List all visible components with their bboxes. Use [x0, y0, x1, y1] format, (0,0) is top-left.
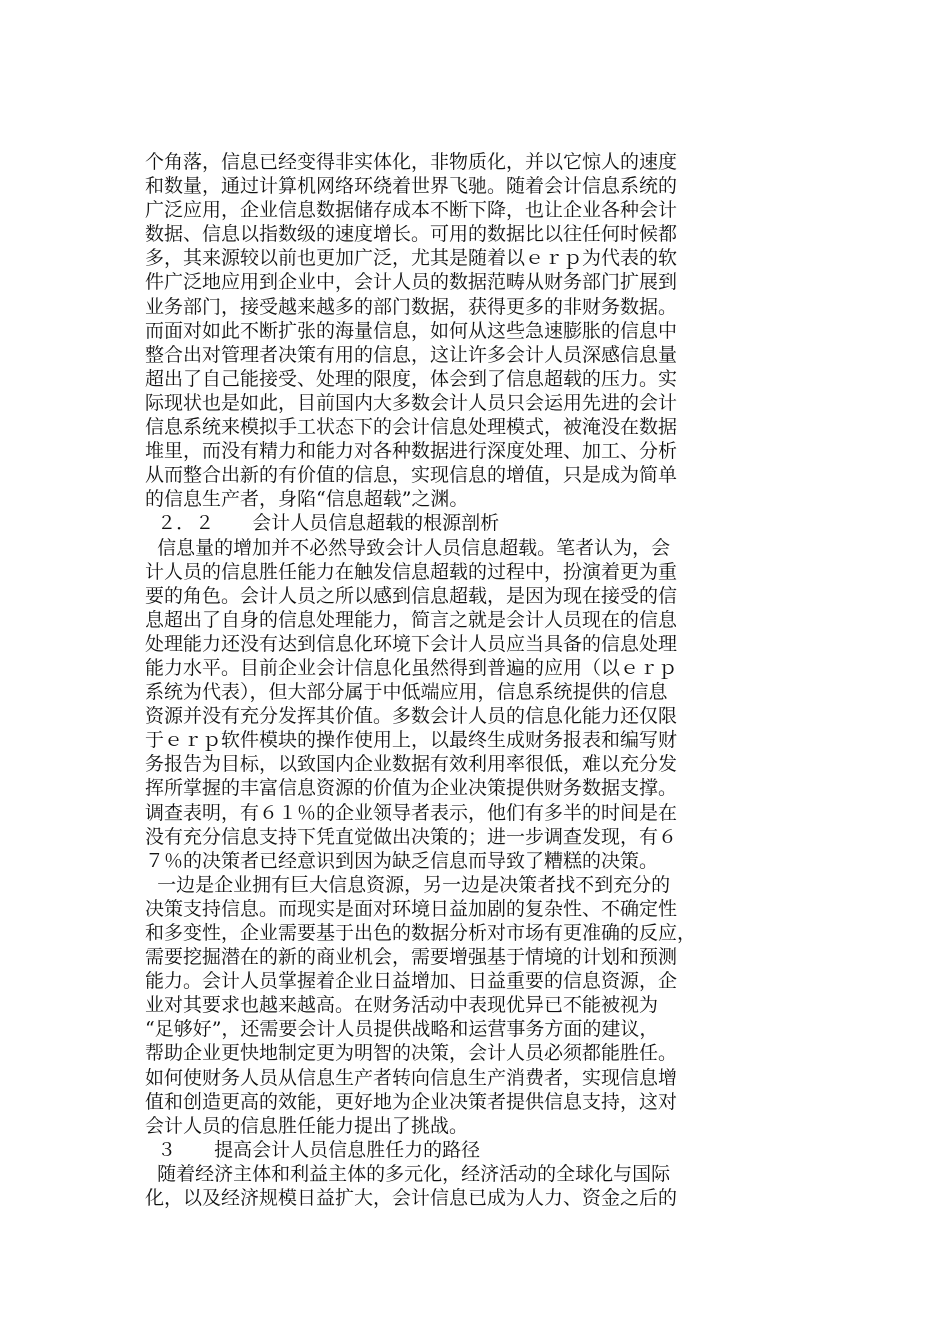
- text-line: 个角落，信息已经变得非实体化，非物质化，并以它惊人的速度: [145, 151, 678, 173]
- text-line: 和多变性，企业需要基于出色的数据分析对市场有更准确的反应，: [145, 922, 697, 944]
- text-line: 挥所掌握的丰富信息资源的价值为企业决策提供财务数据支撑。: [145, 777, 678, 800]
- text-line: 系统为代表），但大部分属于中低端应用，信息系统提供的信息: [145, 681, 668, 704]
- text-line: 数据、信息以指数级的速度增长。可用的数据比以往任何时候都: [145, 223, 678, 246]
- text-line: 信息系统来模拟手工状态下的会计信息处理模式，被淹没在数据: [145, 416, 678, 439]
- text-line: ２．２ 会计人员信息超载的根源剖析: [145, 512, 500, 535]
- text-line: 如何使财务人员从信息生产者转向信息生产消费者，实现信息增: [145, 1066, 678, 1089]
- text-line: 件广泛地应用到企业中，会计人员的数据范畴从财务部门扩展到: [145, 271, 678, 294]
- text-line: 堆里，而没有精力和能力对各种数据进行深度处理、加工、分析: [145, 440, 678, 463]
- text-line: 信息量的增加并不必然导致会计人员信息超载。笔者认为，会: [145, 536, 671, 559]
- text-line: 能力水平。目前企业会计信息化虽然得到普遍的应用（以ｅｒｐ: [145, 656, 678, 679]
- text-line: 资源并没有充分发挥其价值。多数会计人员的信息化能力还仅限: [145, 705, 678, 728]
- text-line: 决策支持信息。而现实是面对环境日益加剧的复杂性、不确定性: [145, 897, 678, 920]
- text-line: 务报告为目标，以致国内企业数据有效利用率很低，难以充分发: [145, 753, 678, 776]
- text-line: 值和创造更高的效能，更好地为企业决策者提供信息支持，这对: [145, 1090, 678, 1113]
- text-line: 于ｅｒｐ软件模块的操作使用上，以最终生成财务报表和编写财: [145, 729, 678, 752]
- text-line: 整合出对管理者决策有用的信息，这让许多会计人员深感信息量: [145, 343, 678, 366]
- text-line: 超出了自己能接受、处理的限度，体会到了信息超载的压力。实: [145, 367, 678, 390]
- text-line: 多，其来源较以前也更加广泛，尤其是随着以ｅｒｐ为代表的软: [145, 247, 678, 270]
- text-line: 广泛应用，企业信息数据储存成本不断下降，也让企业各种会计: [145, 199, 678, 222]
- text-line: 能力。会计人员掌握着企业日益增加、日益重要的信息资源，企: [145, 970, 678, 993]
- text-line: 业对其要求也越来越高。在财务活动中表现优异已不能被视为: [145, 994, 659, 1017]
- text-line: “足够好”，还需要会计人员提供战略和运营事务方面的建议，: [145, 1018, 659, 1041]
- text-line: 业务部门，接受越来越多的部门数据，获得更多的非财务数据。: [145, 295, 678, 318]
- text-line: 计人员的信息胜任能力在触发信息超载的过程中，扮演着更为重: [145, 560, 678, 583]
- text-line: 而面对如此不断扩张的海量信息，如何从这些急速膨胀的信息中: [145, 319, 678, 342]
- text-line: 要的角色。会计人员之所以感到信息超载，是因为现在接受的信: [145, 584, 678, 607]
- text-line: 会计人员的信息胜任能力提出了挑战。: [145, 1114, 469, 1137]
- text-line: 际现状也是如此，目前国内大多数会计人员只会运用先进的会计: [145, 391, 678, 414]
- text-line: ７％的决策者已经意识到因为缺乏信息而导致了糟糕的决策。: [145, 849, 659, 872]
- text-line: 调查表明，有６１％的企业领导者表示，他们有多半的时间是在: [145, 801, 678, 824]
- text-line: 息超出了自身的信息处理能力，简言之就是会计人员现在的信息: [145, 608, 678, 631]
- text-line: 和数量，通过计算机网络环绕着世界飞驰。随着会计信息系统的: [145, 175, 678, 198]
- text-line: 的信息生产者，身陷“信息超载”之渊。: [145, 488, 469, 511]
- text-line: 没有充分信息支持下凭直觉做出决策的；进一步调查发现，有６: [145, 825, 678, 848]
- text-line: 一边是企业拥有巨大信息资源，另一边是决策者找不到充分的: [145, 873, 671, 896]
- text-line: 从而整合出新的有价值的信息，实现信息的增值，只是成为简单: [145, 464, 678, 487]
- text-line: 需要挖掘潜在的新的商业机会，需要增强基于情境的计划和预测: [145, 946, 678, 969]
- text-line: 处理能力还没有达到信息化环境下会计人员应当具备的信息处理: [145, 632, 678, 655]
- text-line: ３ 提高会计人员信息胜任力的路径: [145, 1138, 481, 1161]
- text-line: 随着经济主体和利益主体的多元化，经济活动的全球化与国际: [145, 1162, 671, 1185]
- text-line: 帮助企业更快地制定更为明智的决策，会计人员必须都能胜任。: [145, 1042, 678, 1065]
- document-body: [145, 150, 775, 1210]
- text-line: 化，以及经济规模日益扩大，会计信息已成为人力、资金之后的: [145, 1187, 678, 1210]
